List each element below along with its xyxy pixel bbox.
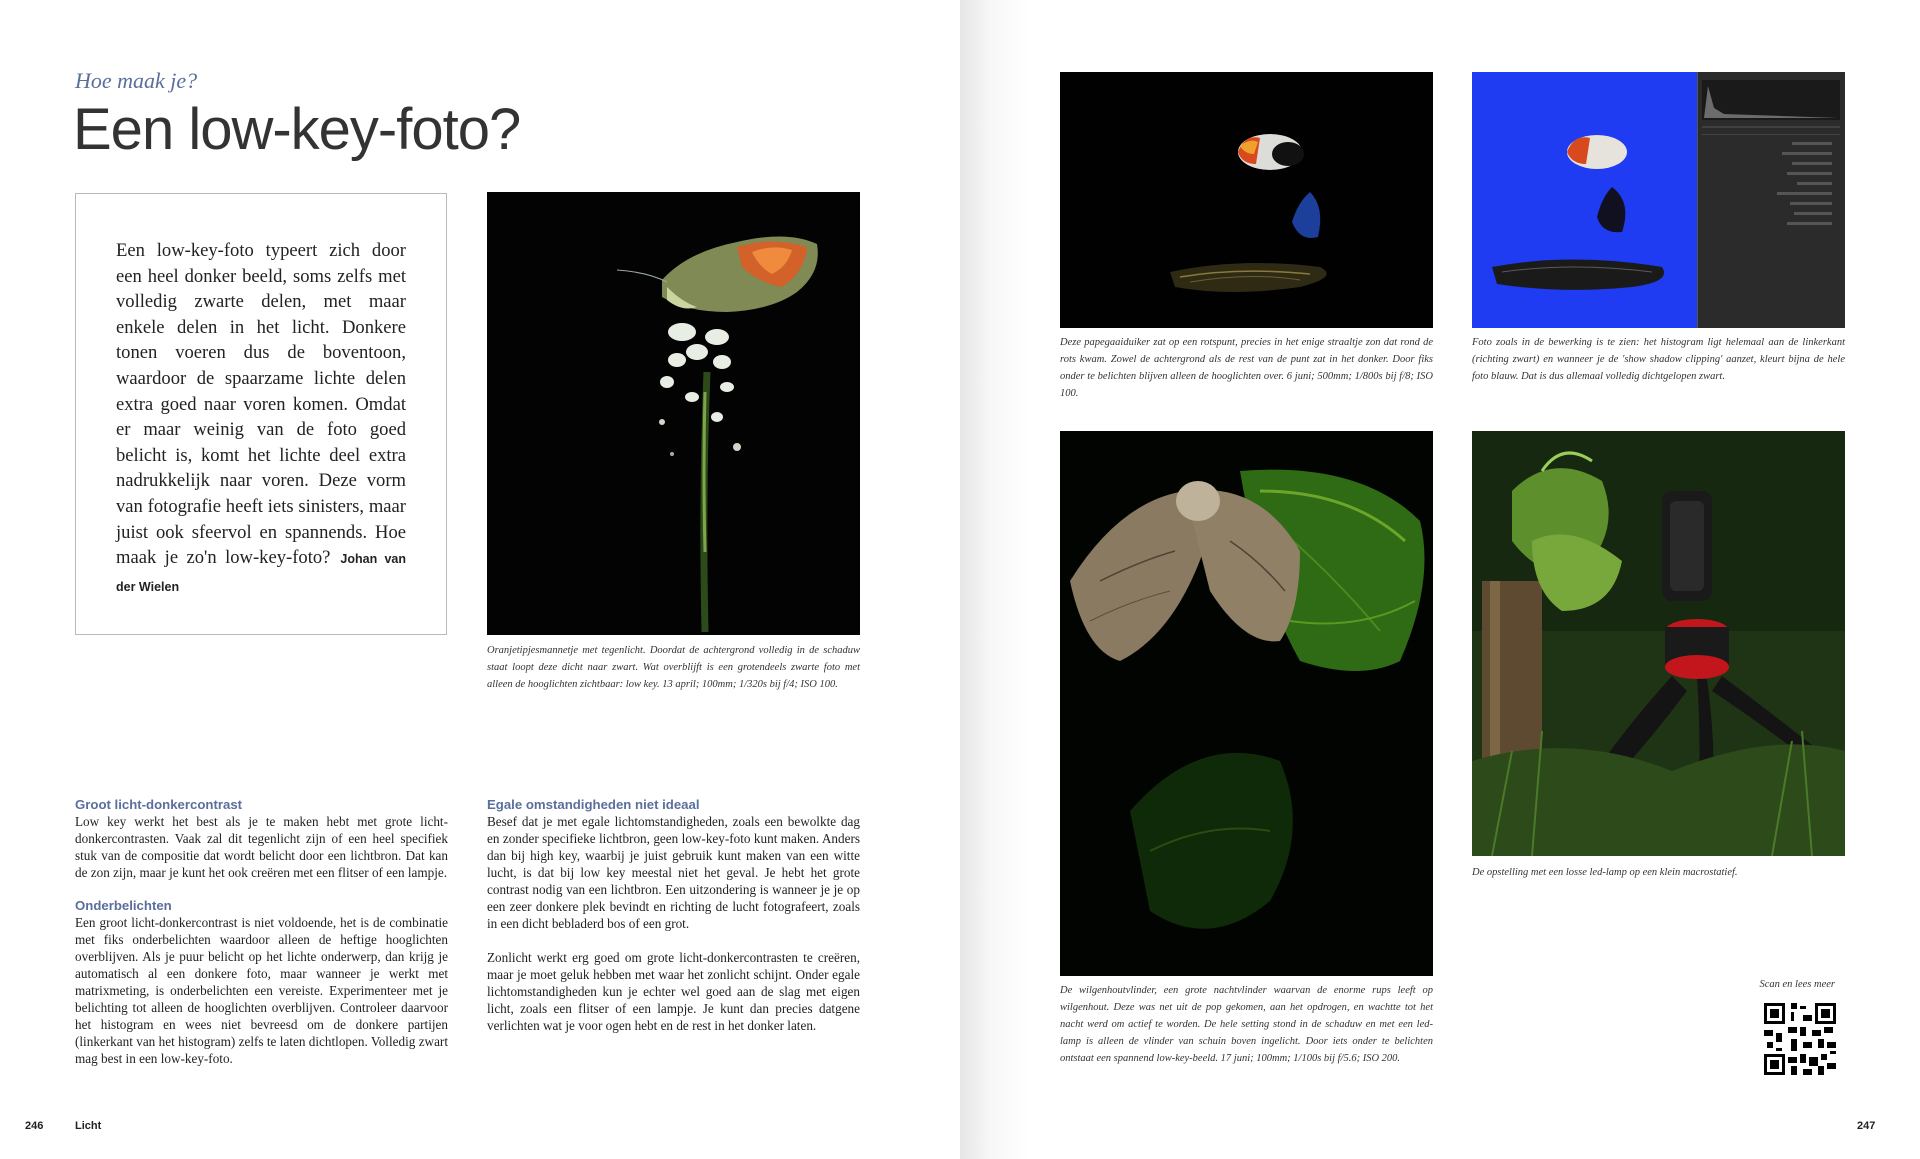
- setup-caption-block: [1472, 864, 1845, 881]
- right-page: [960, 0, 1920, 1159]
- section-heading-even-light: Egale omstandigheden niet ideaal: [487, 797, 700, 812]
- puffin-photo: [1060, 72, 1433, 328]
- butterfly-caption: Oranjetipjesmannetje met tegenlicht. Doordat de achtergrond volledig in de schaduw staat loopt deze dicht naar zwart. Wat overblijft is een grotendeels zwarte foto met alleen de hooglichten zichtbaar: low key. 13 april; 100mm; 1/320s bij f/4; ISO 100.: [487, 645, 860, 690]
- intro-paragraph: Een low-key-foto typeert zich door een heel donker beeld, soms zelfs met volledig zwarte delen, met maar enkele delen in het licht. Donkere tonen voeren dus de boventoon, waardoor de spaarzame lichte delen extra goed naar voren komen. Omdat er maar weinig van de foto goed belicht is, komt het lichte deel extra nadrukkelijk naar voren. Deze vorm van fotografie heeft iets sinisters, maar juist ook sfeervol en spannends. Hoe maak je zo'n low-key-foto?: [116, 240, 406, 569]
- editing-caption: Foto zoals in de bewerking is te zien: het histogram ligt helemaal aan de linkerkant (richting zwart) en wanneer je de 'show shadow clipping' aanzet, kleurt bijna de hele foto blauw. Dat is dus allemaal volledig dichtgelopen zwart.: [1472, 337, 1845, 382]
- butterfly-photo: [487, 192, 860, 635]
- intro-box: [75, 193, 447, 635]
- section-text-contrast: Low key werkt het best als je te maken hebt met grote licht-donkercontrasten. Vaak zal dit tegenlicht zijn of een heel specifiek stuk van de compositie dat wordt belicht door een lichtbron. Dat kan de zon zijn, maar je kunt het ook creëren met een flitser of een lampje.: [75, 814, 448, 880]
- section-heading-contrast: Groot licht-donkercontrast: [75, 797, 243, 812]
- page-number-left: 246: [25, 1120, 44, 1132]
- qr-code[interactable]: [1761, 1000, 1839, 1078]
- puffin-caption: Deze papegaaiduiker zat op een rotspunt, precies in het enige straaltje zon dat rond de rots kwam. Zowel de achtergrond als de rest van de punt zat in het donker. Door fiks onder te belichten blijven alleen de hooglichten over. 6 juni; 500mm; 1/800s bij f/8; ISO 100.: [1060, 337, 1433, 399]
- intro-text: [116, 238, 406, 600]
- section-heading-underexpose: Onderbelichten: [75, 898, 172, 913]
- editing-caption-block: [1472, 334, 1845, 385]
- section-name: Licht: [75, 1120, 102, 1132]
- moth-caption-block: [1060, 982, 1433, 1067]
- left-column: [75, 797, 448, 1067]
- editing-screenshot: [1472, 72, 1845, 328]
- setup-photo: [1472, 431, 1845, 856]
- kicker: Hoe maak je?: [75, 68, 198, 93]
- section-text-even-light-2: Zonlicht werkt erg goed om grote licht-donkercontrasten te creëren, maar je moet geluk hebben met waar het zonlicht schijnt. Onder egale lichtomstandigheden kun je echter wel goed aan de slag met eigen licht, zoals een flitser of een lampje. Je kunt dan precies datgene verlichten wat je voor ogen hebt en de rest in het donker laten.: [487, 950, 860, 1033]
- section-text-even-light-1: Besef dat je met egale lichtomstandigheden, zoals een bewolkte dag en zonder specifieke lichtbron, geen low-key-foto kunt maken. Anders dan bij high key, waarbij je juist gebruik kunt maken van een witte lucht, is dat bij low key meestal niet het geval. Je hebt het grote contrast nodig van een lichtbron. Een uitzondering is wanneer je je op een zeer donkere plek bevindt en richting de lucht fotografeert, zoals in een dicht bebladerd bos of een grot.: [487, 814, 860, 931]
- right-column: [487, 797, 860, 1034]
- author: Johan van der Wielen: [116, 552, 406, 594]
- butterfly-caption-block: [487, 642, 860, 693]
- puffin-caption-block: [1060, 334, 1433, 402]
- moth-caption: De wilgenhoutvlinder, een grote nachtvlinder waarvan de enorme rups leeft op wilgenhout. Deze was net uit de pop gekomen, aan het opdrogen, en wachtte tot het nacht werd om actief te worden. De hele setting stond in de schaduw en met een led-lamp is alleen de vlinder van schuin boven ingelicht. Door iets onder te belichten ontstaat een spannend low-key-beeld. 17 juni; 100mm; 1/100s bij f/5.6; ISO 200.: [1060, 985, 1433, 1064]
- qr-label: Scan en lees meer: [1759, 979, 1835, 990]
- page-number-right: 247: [1857, 1120, 1876, 1132]
- section-text-underexpose: Een groot licht-donkercontrast is niet voldoende, het is de combinatie met fiks onderbelichten waardoor alleen de heftige hooglichten overblijven. Als je puur belicht op het lichte onderwerp, dan krijg je automatisch al een donkere foto, maar wanneer je werkt met matrixmeting, is onderbelichten een vereiste. Experimenteer met je belichting tot alleen de hooglichten overblijven. Controleer daarvoor het histogram en wees niet bevreesd om de donkere partijen (linkerkant van het histogram) zelfs te laten dichtlopen. Volledig zwart mag best in een low-key-foto.: [75, 915, 448, 1066]
- setup-caption: De opstelling met een losse led-lamp op een klein macrostatief.: [1472, 867, 1738, 878]
- page-title: Een low-key-foto?: [73, 97, 521, 162]
- moth-photo: [1060, 431, 1433, 976]
